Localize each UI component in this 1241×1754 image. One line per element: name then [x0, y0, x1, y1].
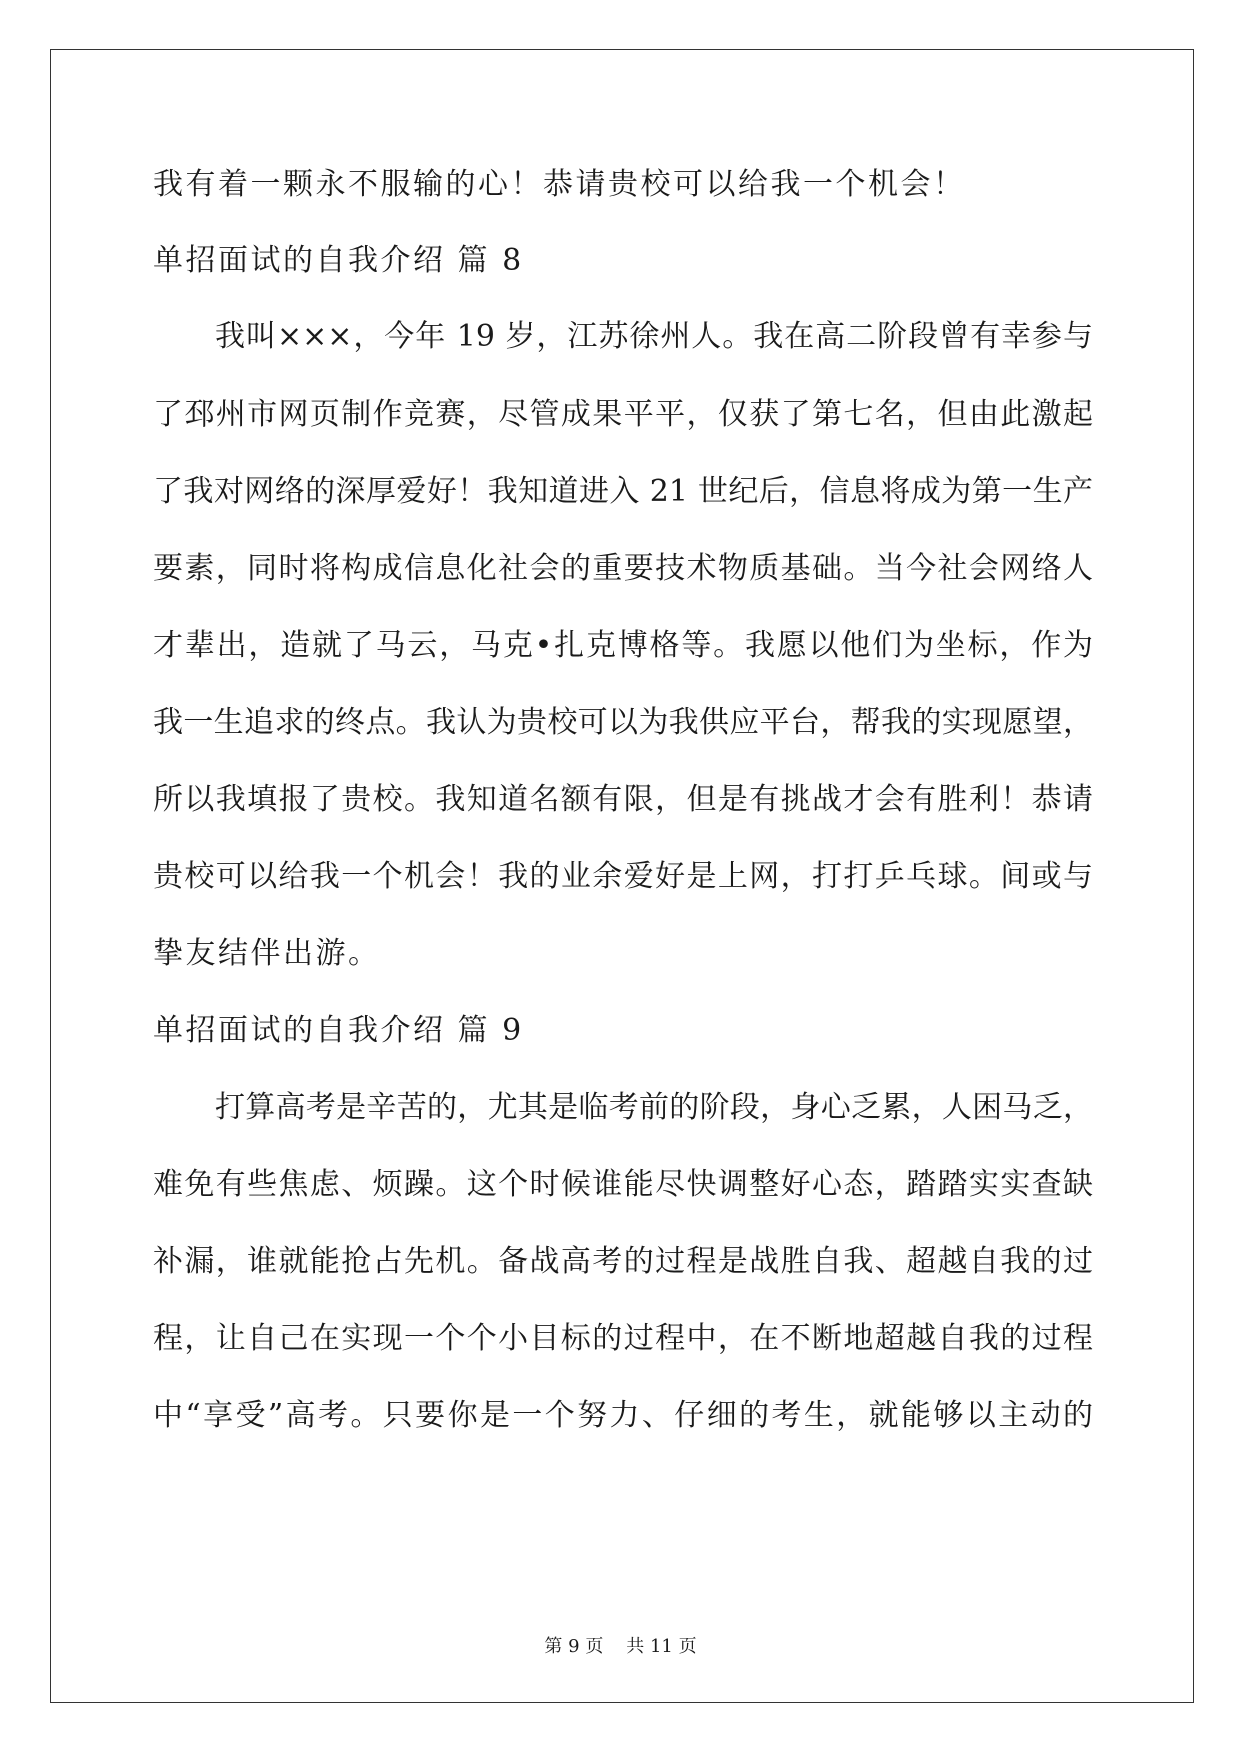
- paragraph-line: 难免有些焦虑、烦躁。这个时候谁能尽快调整好心态，踏踏实实查缺: [153, 1167, 1093, 1202]
- footer-separator: [603, 1636, 626, 1657]
- paragraph-line: 了我对网络的深厚爱好！我知道进入 21 世纪后，信息将成为第一生产: [153, 474, 1093, 509]
- paragraph-line: 挚友结伴出游。: [153, 936, 381, 971]
- paragraph-line: 补漏，谁就能抢占先机。备战高考的过程是战胜自我、超越自我的过: [153, 1244, 1093, 1279]
- paragraph-line: 才辈出，造就了马云，马克•扎克博格等。我愿以他们为坐标，作为: [153, 628, 1093, 663]
- page-footer: [0, 1636, 1241, 1658]
- paragraph-line: 我叫×××，今年 19 岁，江苏徐州人。我在高二阶段曾有幸参与: [215, 319, 1093, 354]
- paragraph-line: 了邳州市网页制作竞赛，尽管成果平平，仅获了第七名，但由此激起: [153, 397, 1093, 432]
- paragraph-line: 贵校可以给我一个机会！我的业余爱好是上网，打打乒乓球。间或与: [153, 859, 1093, 894]
- paragraph-line: 我一生追求的终点。我认为贵校可以为我供应平台，帮我的实现愿望，: [153, 705, 1093, 740]
- paragraph-line: 打算高考是辛苦的，尤其是临考前的阶段，身心乏累，人困马乏，: [215, 1090, 1093, 1125]
- paragraph-line: 中“享受”高考。只要你是一个努力、仔细的考生，就能够以主动的: [153, 1398, 1093, 1433]
- page-number: 第 9 页: [544, 1636, 604, 1657]
- paragraph-line: 所以我填报了贵校。我知道名额有限，但是有挑战才会有胜利！恭请: [153, 782, 1093, 817]
- paragraph-line: 程，让自己在实现一个个小目标的过程中，在不断地超越自我的过程: [153, 1321, 1093, 1356]
- page-total: 共 11 页: [626, 1636, 697, 1657]
- section-heading: 单招面试的自我介绍 篇 8: [153, 243, 524, 278]
- paragraph-line: 我有着一颗永不服输的心！恭请贵校可以给我一个机会！: [153, 167, 966, 202]
- section-heading: 单招面试的自我介绍 篇 9: [153, 1013, 524, 1048]
- paragraph-line: 要素，同时将构成信息化社会的重要技术物质基础。当今社会网络人: [153, 551, 1093, 586]
